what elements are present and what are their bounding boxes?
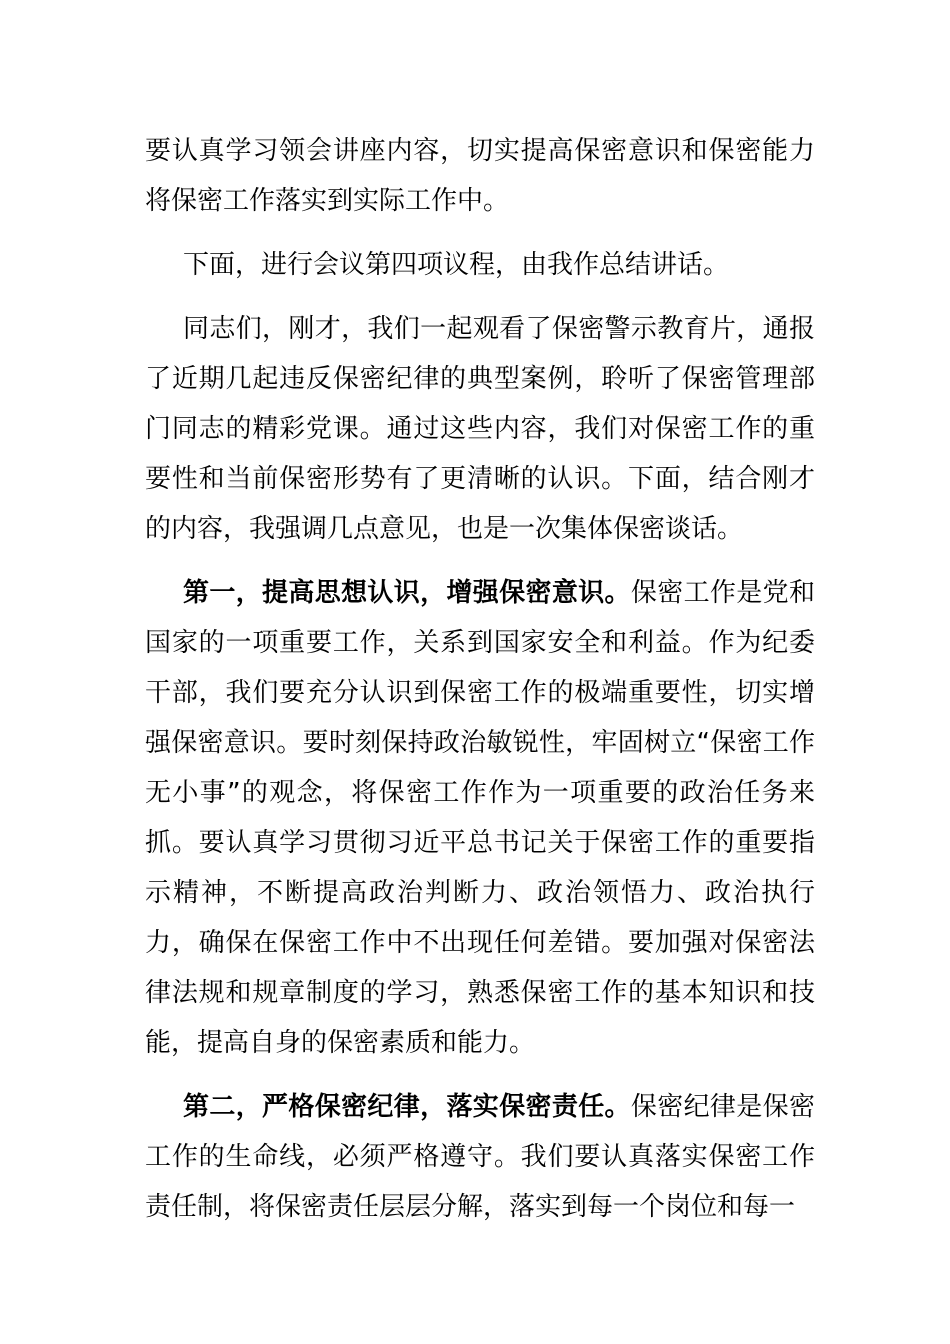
paragraph-3 bbox=[145, 304, 815, 554]
document-body bbox=[145, 126, 815, 1246]
paragraph-3-text: 同志们，刚才，我们一起观看了保密警示教育片，通报了近期几起违反保密纪律的典型案例，聆听了保密管理部门同志的精彩党课。通过这些内容，我们对保密工作的重要性和当前保密形势有了更清晰的认识。下面，结合刚才的内容，我强调几点意见，也是一次集体保密谈话。 bbox=[145, 314, 815, 544]
paragraph-5-text: 保密纪律是保密工作的生命线，必须严格遵守。我们要认真落实保密工作责任制，将保密责任层层分解，落实到每一个岗位和每一 bbox=[145, 1092, 815, 1222]
paragraph-1-text: 要认真学习领会讲座内容，切实提高保密意识和保密能力将保密工作落实到实际工作中。 bbox=[145, 136, 815, 216]
paragraph-1 bbox=[145, 126, 815, 226]
paragraph-4-heading: 第一，提高思想认识，增强保密意识。 bbox=[183, 578, 631, 608]
paragraph-2 bbox=[145, 240, 815, 290]
paragraph-4-text: 保密工作是党和国家的一项重要工作，关系到国家安全和利益。作为纪委干部，我们要充分认识到保密工作的极端重要性，切实增强保密意识。要时刻保持政治敏锐性，牢固树立“保密工作无小事”的观念，将保密工作作为一项重要的政治任务来抓。要认真学习贯彻习近平总书记关于保密工作的重要指示精神，不断提高政治判断力、政治领悟力、政治执行力，确保在保密工作中不出现任何差错。要加强对保密法律法规和规章制度的学习，熟悉保密工作的基本知识和技能，提高自身的保密素质和能力。 bbox=[145, 578, 815, 1058]
paragraph-5-heading: 第二，严格保密纪律，落实保密责任。 bbox=[183, 1092, 631, 1122]
paragraph-4 bbox=[145, 568, 815, 1068]
paragraph-5 bbox=[145, 1082, 815, 1232]
paragraph-2-text: 下面，进行会议第四项议程，由我作总结讲话。 bbox=[183, 250, 730, 280]
